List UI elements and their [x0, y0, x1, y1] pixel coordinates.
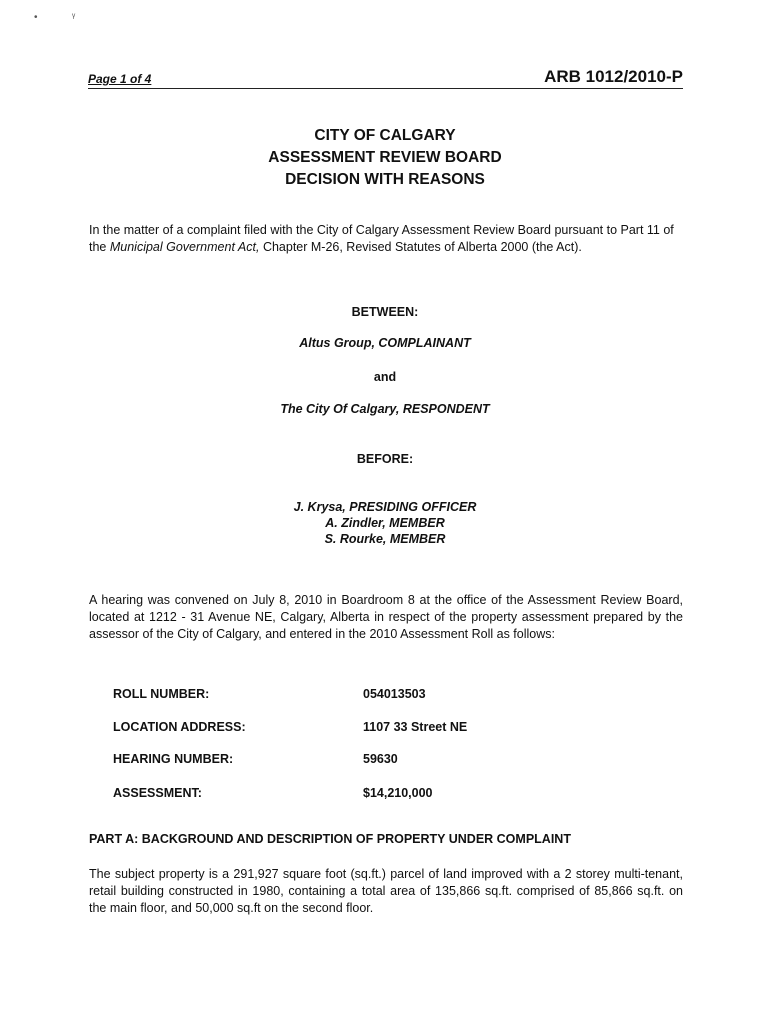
panel-member: J. Krysa, PRESIDING OFFICER	[293, 500, 477, 514]
complainant: Altus Group, COMPLAINANT	[299, 336, 471, 350]
respondent: The City Of Calgary, RESPONDENT	[280, 402, 490, 416]
roll-value: $14,210,000	[363, 786, 433, 800]
part-a-heading: PART A: BACKGROUND AND DESCRIPTION OF PROPERTY UNDER COMPLAINT	[89, 832, 571, 846]
scan-speck: •	[34, 12, 38, 23]
panel-member: S. Rourke, MEMBER	[324, 532, 446, 546]
file-number: ARB 1012/2010-P	[544, 67, 683, 86]
roll-value: 054013503	[363, 687, 426, 701]
part-a-paragraph: The subject property is a 291,927 square foot (sq.ft.) parcel of land improved with a 2 storey multi-tenant, retail building constructed in 1980, containing a total area of 135,866 sq.ft. comprised of 85,866 sq.ft. on the main floor, and 50,000 sq.ft on the second floor.	[89, 867, 683, 915]
roll-label: ROLL NUMBER:	[113, 687, 210, 701]
title-line-3: DECISION WITH REASONS	[285, 171, 485, 188]
roll-label: HEARING NUMBER:	[113, 752, 234, 766]
before-label: BEFORE:	[356, 452, 414, 466]
roll-value: 1107 33 Street NE	[363, 720, 468, 734]
scan-speck: ᵞ	[72, 12, 76, 23]
roll-label: LOCATION ADDRESS:	[113, 720, 246, 734]
roll-value: 59630	[363, 752, 398, 766]
page-header	[88, 68, 683, 89]
hearing-paragraph: A hearing was convened on July 8, 2010 in Boardroom 8 at the office of the Assessment Review Board, located at 1212 - 31 Avenue NE, Calgary, Alberta in respect of the property assessment prepared by the assessor of the City of Calgary, and entered in the 2010 Assessment Roll as follows:	[89, 593, 683, 641]
panel-member: A. Zindler, MEMBER	[325, 516, 445, 530]
intro-paragraph: In the matter of a complaint filed with the City of Calgary Assessment Review Board pursuant to Part 11 of the Municipal Government Act, Chapter M-26, Revised Statutes of Alberta 2000 (the Act).	[89, 223, 674, 254]
page-number: Page 1 of 4	[88, 72, 152, 86]
roll-label: ASSESSMENT:	[113, 786, 202, 800]
title-line-2: ASSESSMENT REVIEW BOARD	[268, 149, 502, 166]
act-name: Municipal Government Act,	[109, 240, 260, 254]
between-label: BETWEEN:	[351, 305, 419, 319]
title-line-1: CITY OF CALGARY	[314, 127, 456, 144]
and-label: and	[373, 370, 397, 384]
